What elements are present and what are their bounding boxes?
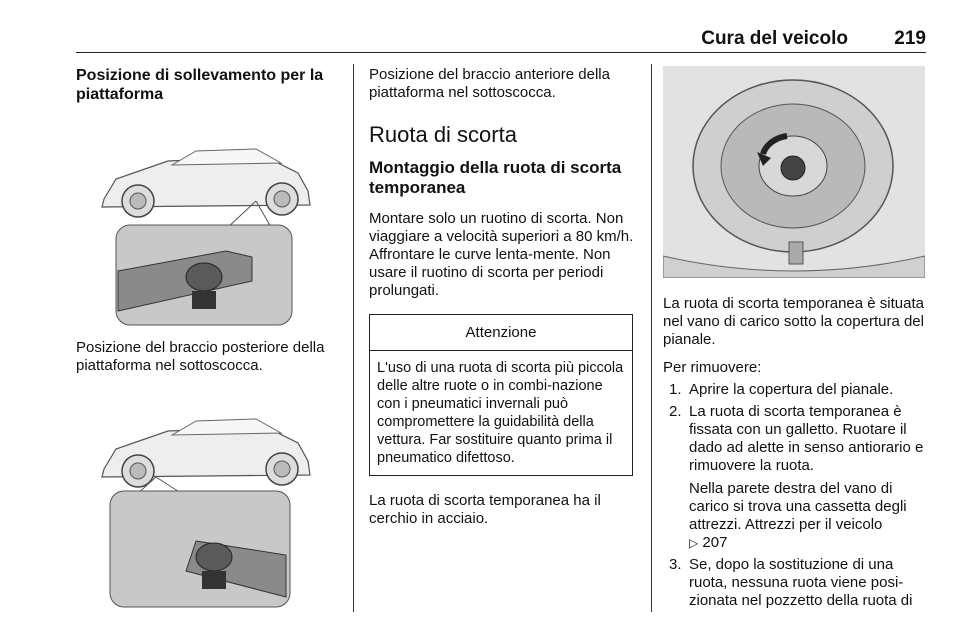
header-rule [76, 52, 926, 53]
column-divider [651, 64, 652, 612]
warning-text: L'uso di una ruota di scorta più piccola delle altre ruote o in combi-nazione con i pneumatici invernali può compromettere la guidabilità della vettura. Far sostituire quanto prima il pneumatico difettoso. [377, 360, 624, 466]
list-item: 2. La ruota di scorta temporanea è fissata con un galletto. Ruotare il dado ad alette in senso antiorario e rimuovere la ruota. Nella parete destra del vano di carico si trova una cassetta degli attrezzi. Attrezzi per il veicolo ▷ 207 [663, 403, 927, 552]
column-right [663, 66, 927, 614]
rim-text: La ruota di scorta temporanea ha il cerchio in acciaio. [369, 492, 601, 527]
lift-position-heading: Posizione di sollevamento per la piattaforma [76, 67, 324, 103]
column-left [76, 66, 342, 609]
column-divider [353, 64, 354, 612]
remove-intro: Per rimuovere: [663, 359, 762, 376]
removal-steps [663, 381, 927, 610]
page-header [76, 28, 926, 50]
header-title: Cura del veicolo [701, 28, 848, 49]
subsection-title: Montaggio della ruota di scorta temporanea [369, 158, 622, 197]
rear-lift-illustration [76, 121, 338, 327]
spare-intro: Montare solo un ruotino di scorta. Non viaggiare a velocità superiori a 80 km/h. Affrontare le curve lenta-mente. Non usare il ruotino di scorta per periodi prolungati. [369, 210, 634, 299]
list-item: 1. Aprire la copertura del pianale. [669, 381, 894, 398]
page-ref[interactable]: 207 [702, 534, 728, 551]
location-text: La ruota di scorta temporanea è situata nel vano di carico sotto la copertura del pianale. [663, 295, 924, 348]
column-middle [369, 66, 634, 528]
list-item: 3. Se, dopo la sostituzione di una ruota, nessuna ruota viene posi-zionata nel pozzetto della ruota di [669, 556, 913, 609]
warning-title: Attenzione [370, 315, 632, 351]
section-title: Ruota di scorta [369, 122, 517, 147]
front-lift-illustration [76, 391, 338, 609]
page-number: 219 [894, 28, 926, 49]
arrow-ref-icon: ▷ [689, 536, 699, 550]
spare-wheel-illustration [663, 66, 925, 278]
tool-kit-note: Nella parete destra del vano di carico si trova una cassetta degli attrezzi. Attrezzi per il veicolo ▷ 207 [689, 480, 907, 551]
front-arm-caption: Posizione del braccio anteriore della piattaforma nel sottoscocca. [369, 66, 610, 101]
warning-box [369, 314, 633, 476]
rear-arm-caption: Posizione del braccio posteriore della piattaforma nel sottoscocca. [76, 339, 325, 374]
